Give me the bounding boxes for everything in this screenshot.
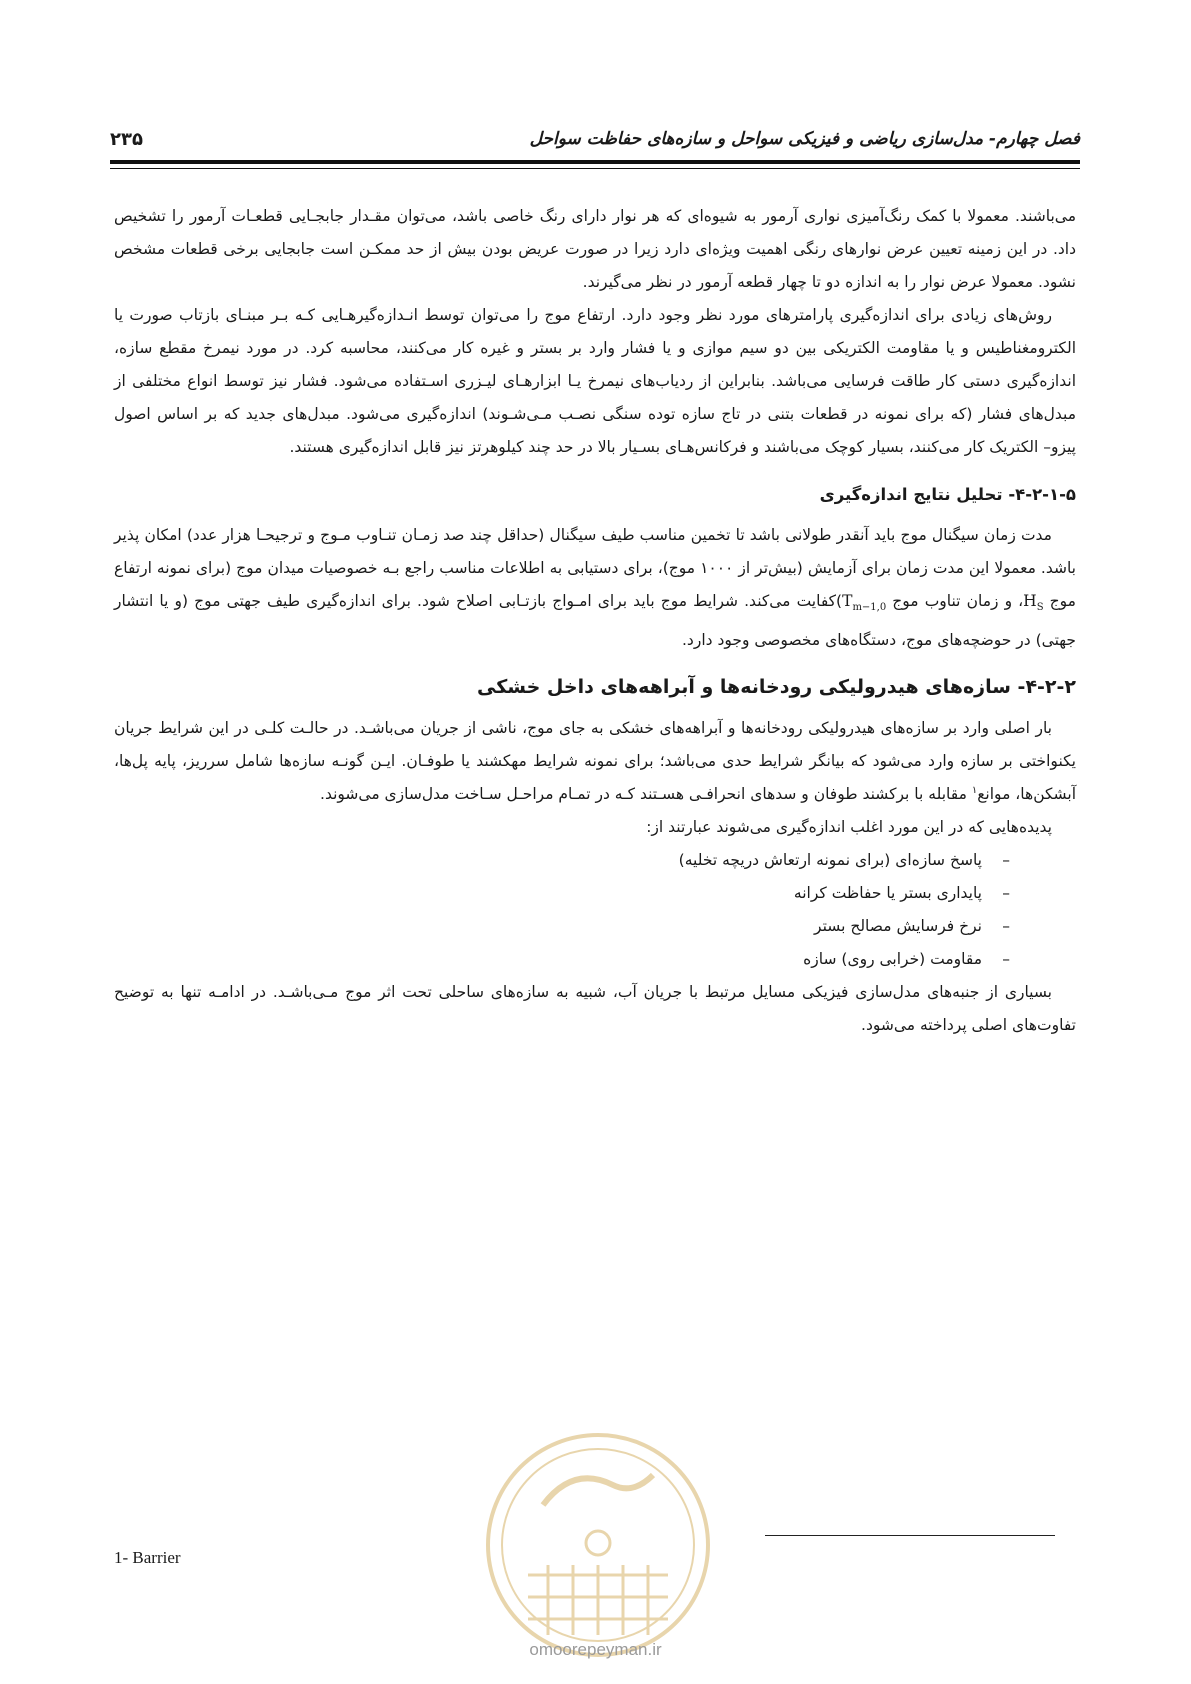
paragraph-armor-coloring: می‌باشند. معمولا با کمک رنگ‌آمیزی نواری آرمور به شیوه‌ای که هر نوار دارای رنگ خاصی باشد، می‌توان مقـدار جابجـایی قطعـات آرمور را تشخیص داد. در این زمینه تعیین عرض نوارهای رنگی اهمیت ویژه‌ای دارد زیرا در صورت عریض بودن بیش از حد ممکـن است جابجایی برخی قطعات مشخص نشود. معمولا عرض نوار را به اندازه دو تا چهار قطعه آرمور در نظر می‌گیرند. bbox=[114, 207, 1076, 291]
page-number: ۲۳۵ bbox=[110, 128, 143, 150]
footnote-ref[interactable]: ۱ bbox=[971, 784, 978, 796]
header-rule-thin bbox=[110, 168, 1080, 169]
paragraph-closing: بسیاری از جنبه‌های مدل‌سازی فیزیکی مسایل مرتبط با جریان آب، شبیه به سازه‌های ساحلی تحت اثر موج مـی‌باشـد. در ادامـه تنها به توضیح تفاوت‌های اصلی پرداخته می‌شود. bbox=[114, 983, 1076, 1035]
chapter-title: فصل چهارم- مدل‌سازی ریاضی و فیزیکی سواحل و سازه‌های حفاظت سواحل bbox=[529, 129, 1080, 149]
list-item: – پاسخ سازه‌ای (برای نمونه ارتعاش دریچه تخلیه) bbox=[114, 844, 1010, 877]
footnote-separator bbox=[765, 1535, 1055, 1536]
header-rule-thick bbox=[110, 160, 1080, 164]
list-item: – مقاومت (خرابی روی) سازه bbox=[114, 943, 1010, 976]
footnote-barrier: 1- Barrier bbox=[114, 1548, 181, 1567]
list-item: – پایداری بستر یا حفاظت کرانه bbox=[114, 877, 1010, 910]
watermark-seal-icon bbox=[468, 1425, 728, 1665]
paragraph-signal-duration: مدت زمان سیگنال موج باید آنقدر طولانی باشد تا تخمین مناسب طیف سیگنال (حداقل چند صد زمـان تنـاوب مـوج و ترجیحـا هزار عدد) امکان پذیر باشد. معمولا این مدت زمان برای آزمایش (بیش‌تر از ۱۰۰۰ موج)، برای دستیابی به اطلاعات مناسب راجع بـه خصوصیات میدان موج (برای نمونه ارتفاع موج $H_S،$ و زمان تناوب موج $T_{m-1,0})کفایت$ می‌کند. شرایط موج باید برای امـواج بازتـابی اصلاح شود. برای اندازه‌گیری طیف جهتی موج (و یا انتشار جهتی) در حوضچه‌های موج، دستگاه‌های مخصوصی وجود دارد. bbox=[114, 526, 1077, 650]
section-heading-4-2-1-5: ۴-۲-۱-۵- تحلیل نتایج اندازه‌گیری bbox=[819, 485, 1076, 504]
list-item: – نرخ فرسایش مصالح بستر bbox=[114, 910, 1010, 943]
paragraph-measurement-methods: روش‌های زیادی برای اندازه‌گیری پارامترهای مورد نظر وجود دارد. ارتفاع موج را می‌توان توسط انـدازه‌گیرهـایی کـه بـر مبنـای بازتاب صورت یا الکترومغناطیس و یا مقاومت الکتریکی بین دو سیم موازی و یا فشار وارد بر بستر و غیره کار می‌کنند، محاسبه کرد. در مورد نیمرخ مقطع سازه، اندازه‌گیری دستی کار طاقت فرسایی می‌باشد. بنابراین از ردیاب‌های نیمرخ یـا ابزارهـای لیـزری اسـتفاده می‌شود. فشار نیز توسط انواع مختلفی از مبدل‌های فشار (که برای نمونه در قطعات بتنی در تاج سازه توده سنگی نصـب مـی‌شـوند) اندازه‌گیری می‌شود. مبدل‌های جدید که بر اساس اصول پیزو– الکتریک کار می‌کنند، بسیار کوچک می‌باشند و فرکانس‌هـای بسـیار بالا در حد چند کیلوهرتز نیز قابل اندازه‌گیری هستند. bbox=[114, 306, 1076, 456]
watermark-site: omoorepeyman.ir bbox=[529, 1640, 662, 1659]
symbol-tm: $T_{m-1,0}$ bbox=[842, 592, 887, 614]
page-header bbox=[110, 124, 1080, 154]
phenomena-list bbox=[114, 844, 1076, 976]
symbol-hs: $H_S$ bbox=[1023, 592, 1044, 614]
paragraph-river-structures: بار اصلی وارد بر سازه‌های هیدرولیکی رودخانه‌ها و آبراهه‌های خشکی به جای موج، ناشی از جریان می‌باشـد. در حالـت کلـی در این شرایط جریان یکنواختی بر سازه وارد می‌شود که بیانگر شرایط حدی می‌باشد؛ برای نمونه شرایط مهکشند یا طوفـان. ایـن گونـه سازه‌ها شامل سرریز، پایه پل‌ها، آبشکن‌ها، موانع$^۱$ مقابله با برکشند طوفان و سدهای انحرافـی هسـتند کـه در تمـام مراحـل سـاخت مدل‌سازی می‌شوند. bbox=[114, 719, 1076, 804]
paragraph-phenomena-intro: پدیده‌هایی که در این مورد اغلب اندازه‌گیری می‌شوند عبارتند از: bbox=[646, 818, 1052, 837]
page-body bbox=[114, 200, 1076, 1042]
section-heading-4-2-2: ۴-۲-۲- سازه‌های هیدرولیکی رودخانه‌ها و آبراهه‌های داخل خشکی bbox=[477, 676, 1076, 699]
